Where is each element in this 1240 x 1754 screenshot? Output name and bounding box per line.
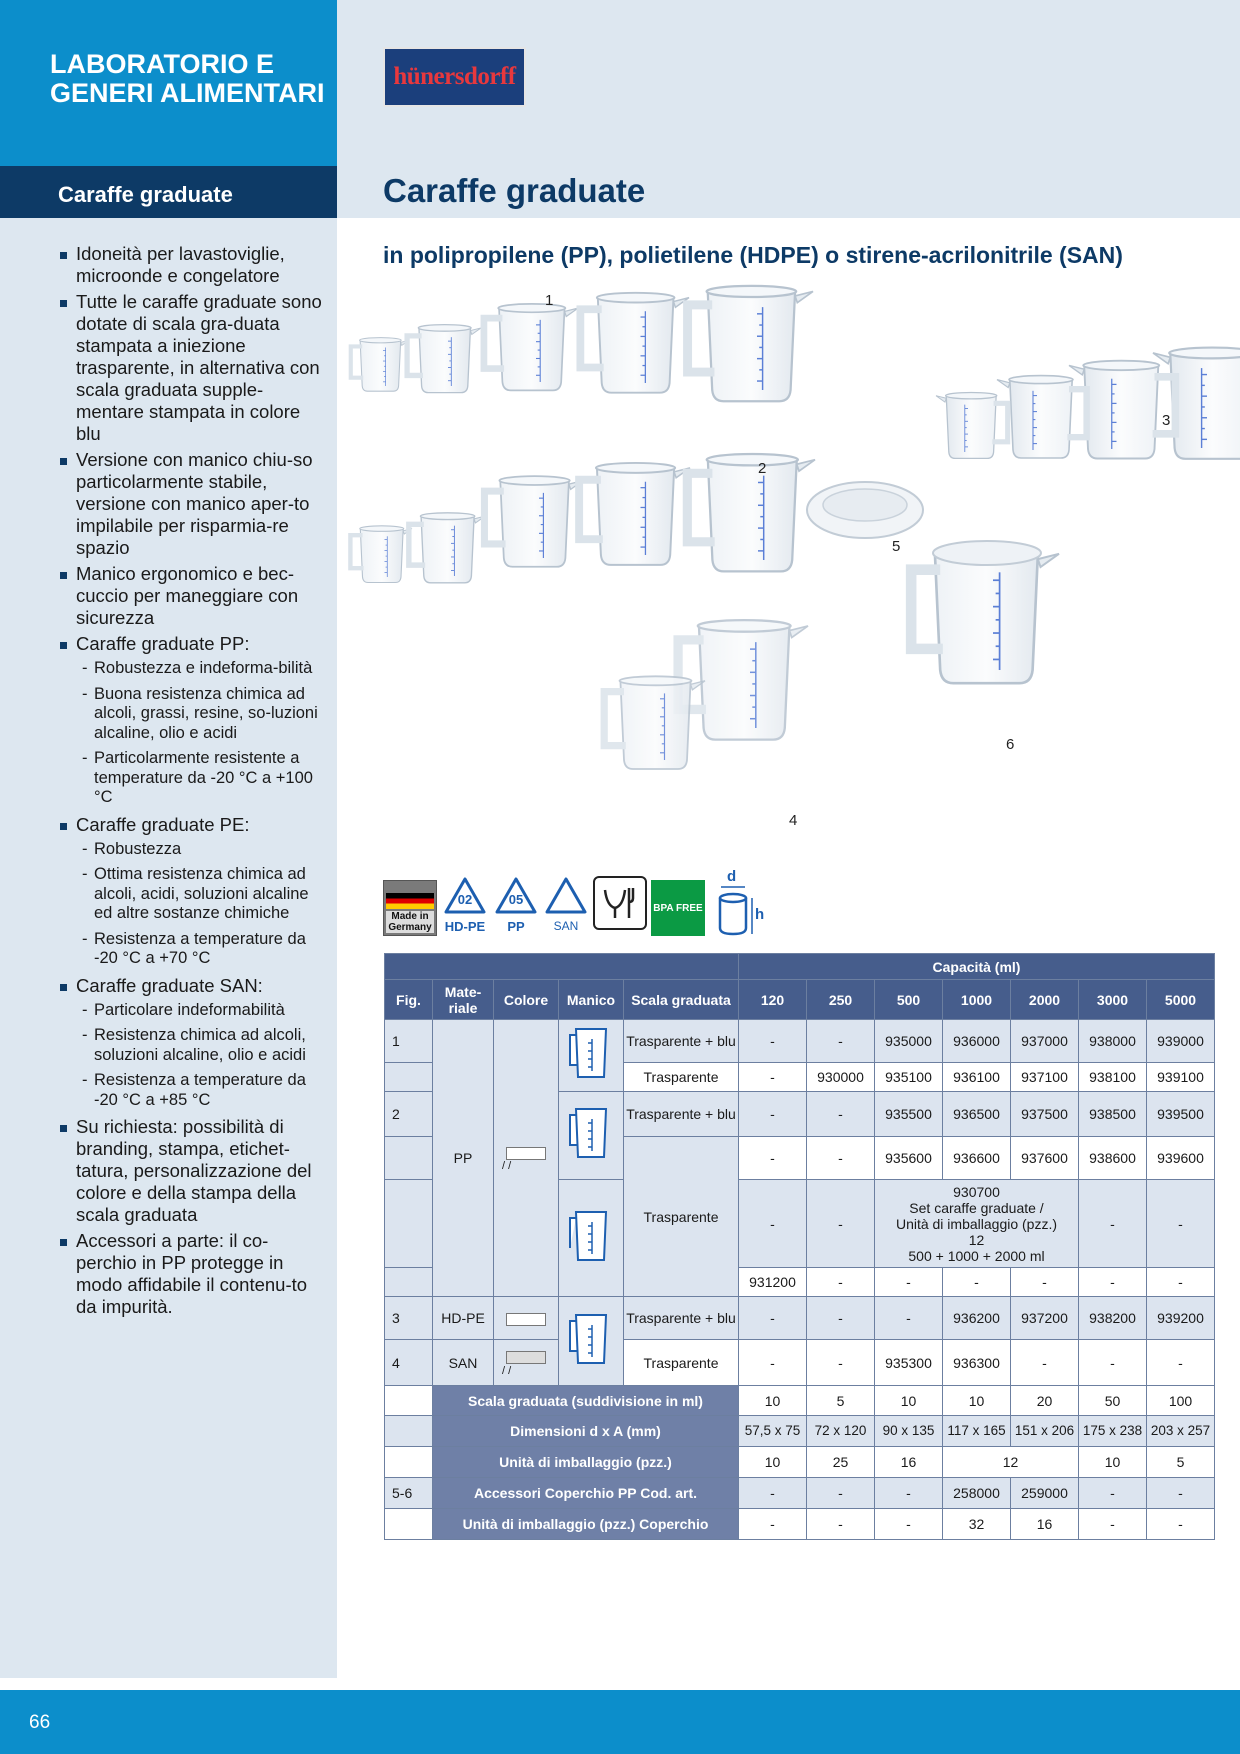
row-label: Unità di imballaggio (pzz.) — [433, 1447, 739, 1478]
value-cell: 10 — [875, 1386, 943, 1416]
table-capacity-row — [385, 954, 1215, 980]
value-cell: 50 — [1079, 1386, 1147, 1416]
feature-item: Su richiesta: possibilità di branding, stampa, etichet-tatura, personalizzazione del colore e della stampa della scala graduata — [58, 1116, 326, 1226]
value-cell: 10 — [1079, 1447, 1147, 1478]
san-label: SAN — [553, 919, 579, 933]
value-cell: 258000 — [943, 1478, 1011, 1509]
feature-list — [58, 243, 326, 1322]
fig-cell — [385, 1447, 433, 1478]
table-row — [385, 1020, 1215, 1063]
value-cell: 938100 — [1079, 1063, 1147, 1092]
value-cell: - — [1147, 1478, 1215, 1509]
footer-bar — [0, 1690, 1240, 1754]
fig-cell — [385, 1509, 433, 1540]
scale-cell: Trasparente + blu — [624, 1092, 739, 1137]
col-header: 500 — [875, 980, 943, 1020]
set-cell: 930700 Set caraffe graduate / Unità di imballaggio (pzz.) 12 500 + 1000 + 2000 ml — [875, 1180, 1079, 1268]
feature-item: Idoneità per lavastoviglie, microonde e congelatore — [58, 243, 326, 287]
sidebar-section-title: Caraffe graduate — [58, 182, 233, 207]
feature-subitem: - Particolarmente resistente a temperature da -20 °C a +100 °C — [58, 749, 326, 808]
value-cell: 5 — [807, 1386, 875, 1416]
color-cell — [494, 1297, 559, 1340]
value-cell: 938600 — [1079, 1137, 1147, 1180]
fig-cell: 4 — [385, 1340, 433, 1386]
material-cell: SAN — [433, 1340, 494, 1386]
recycle-san-icon — [544, 876, 588, 933]
value-cell: 935100 — [875, 1063, 943, 1092]
color-swatch — [506, 1313, 546, 1326]
value-cell: 939200 — [1147, 1297, 1215, 1340]
fig-cell — [385, 1063, 433, 1092]
value-cell: - — [739, 1509, 807, 1540]
figure-label-6: 6 — [1006, 736, 1015, 753]
value-cell: 936500 — [943, 1092, 1011, 1137]
row-label: Unità di imballaggio (pzz.) Coperchio — [433, 1509, 739, 1540]
value-cell: 931200 — [739, 1268, 807, 1297]
value-cell: 938500 — [1079, 1092, 1147, 1137]
value-cell: 935500 — [875, 1092, 943, 1137]
col-header: Colore — [494, 980, 559, 1020]
figure-label-3: 3 — [1162, 412, 1171, 429]
table-row — [385, 1447, 1215, 1478]
feature-item: Caraffe graduate SAN: — [58, 975, 326, 997]
value-cell: - — [875, 1478, 943, 1509]
value-cell: 32 — [943, 1509, 1011, 1540]
row-label: Scala graduata (suddivisione in ml) — [433, 1386, 739, 1416]
value-cell: - — [1079, 1340, 1147, 1386]
material-cell: HD-PE — [433, 1297, 494, 1340]
feature-subitem: - Robustezza e indeforma-bilità — [58, 659, 326, 679]
value-cell: 936300 — [943, 1340, 1011, 1386]
brand-logo — [383, 47, 526, 107]
pp-code: 05 — [508, 892, 524, 907]
value-cell: - — [1011, 1340, 1079, 1386]
table-row — [385, 1478, 1215, 1509]
value-cell: 937600 — [1011, 1137, 1079, 1180]
pp-label: PP — [507, 919, 525, 934]
value-cell: - — [875, 1509, 943, 1540]
product-table — [384, 953, 1215, 1540]
scale-cell: Trasparente — [624, 1063, 739, 1092]
value-cell: 57,5 x 75 — [739, 1416, 807, 1447]
feature-item: Manico ergonomico e bec-cuccio per maneggiare con sicurezza — [58, 563, 326, 629]
value-cell: 939100 — [1147, 1063, 1215, 1092]
scale-cell: Trasparente — [624, 1340, 739, 1386]
color-swatch — [506, 1351, 546, 1364]
value-cell: 12 — [943, 1447, 1079, 1478]
value-cell: 935300 — [875, 1340, 943, 1386]
value-cell: 25 — [807, 1447, 875, 1478]
value-cell: 939000 — [1147, 1020, 1215, 1063]
value-cell: - — [1079, 1268, 1147, 1297]
dim-h-label: h — [755, 906, 765, 923]
value-cell: 939600 — [1147, 1137, 1215, 1180]
table-row — [385, 1509, 1215, 1540]
col-header: 3000 — [1079, 980, 1147, 1020]
value-cell: 16 — [875, 1447, 943, 1478]
feature-subitem: - Robustezza — [58, 840, 326, 860]
value-cell: - — [807, 1020, 875, 1063]
value-cell: - — [739, 1478, 807, 1509]
value-cell: - — [739, 1137, 807, 1180]
fig-cell: 2 — [385, 1092, 433, 1137]
row-label: Dimensioni d x A (mm) — [433, 1416, 739, 1447]
food-safe-icon — [593, 876, 647, 930]
value-cell: - — [739, 1063, 807, 1092]
figure-label-2: 2 — [758, 460, 767, 477]
scale-cell: Trasparente — [624, 1137, 739, 1297]
fig-cell: 3 — [385, 1297, 433, 1340]
value-cell: 937100 — [1011, 1063, 1079, 1092]
value-cell: - — [1011, 1268, 1079, 1297]
value-cell: 935600 — [875, 1137, 943, 1180]
value-cell: 10 — [739, 1447, 807, 1478]
feature-subitem: - Resistenza a temperature da -20 °C a +70 °C — [58, 930, 326, 969]
feature-subitem: - Particolare indeformabilità — [58, 1001, 326, 1021]
value-cell: 938000 — [1079, 1020, 1147, 1063]
value-cell: - — [875, 1297, 943, 1340]
value-cell: - — [739, 1092, 807, 1137]
value-cell: 10 — [943, 1386, 1011, 1416]
value-cell: - — [739, 1020, 807, 1063]
sidebar-title: LABORATORIO E GENERI ALIMENTARI — [50, 49, 325, 108]
value-cell: - — [1147, 1180, 1215, 1268]
value-cell: - — [807, 1137, 875, 1180]
col-header: 120 — [739, 980, 807, 1020]
dim-d-label: d — [727, 868, 737, 885]
value-cell: 20 — [1011, 1386, 1079, 1416]
value-cell: - — [807, 1180, 875, 1268]
value-cell: 937200 — [1011, 1297, 1079, 1340]
handle-closed-icon — [559, 1020, 624, 1092]
color-cell — [494, 1020, 559, 1297]
handle-open-icon — [559, 1180, 624, 1297]
hdpe-code: 02 — [457, 892, 473, 907]
page-title: Caraffe graduate — [383, 172, 646, 209]
value-cell: 10 — [739, 1386, 807, 1416]
brand-name: hünersdorff — [393, 63, 516, 90]
capacity-header: Capacità (ml) — [739, 954, 1215, 980]
fig-cell: 5-6 — [385, 1478, 433, 1509]
feature-subitem: - Ottima resistenza chimica ad alcoli, acidi, soluzioni alcaline ed altre sostanze chimiche — [58, 865, 326, 924]
made-in-germany-icon — [383, 880, 437, 936]
col-header: 250 — [807, 980, 875, 1020]
value-cell: - — [875, 1268, 943, 1297]
table-header-row — [385, 980, 1215, 1020]
feature-item: Caraffe graduate PP: — [58, 633, 326, 655]
product-photos — [337, 270, 1240, 850]
value-cell: - — [807, 1297, 875, 1340]
value-cell: - — [807, 1478, 875, 1509]
value-cell: 151 x 206 — [1011, 1416, 1079, 1447]
feature-subitem: - Resistenza chimica ad alcoli, soluzioni alcaline, olio e acidi — [58, 1026, 326, 1065]
feature-item: Versione con manico chiu-so particolarmente stabile, versione con manico aper-to impilabile per risparmia-re spazio — [58, 449, 326, 559]
bpa-free-label: BPA FREE — [653, 902, 703, 914]
page-number: 66 — [29, 1712, 51, 1733]
value-cell: 937000 — [1011, 1020, 1079, 1063]
figure-label-1: 1 — [545, 292, 554, 309]
feature-subitem: - Resistenza a temperature da -20 °C a +85 °C — [58, 1071, 326, 1110]
value-cell: 5 — [1147, 1447, 1215, 1478]
handle-closed-icon — [559, 1092, 624, 1180]
value-cell: - — [1147, 1340, 1215, 1386]
value-cell: - — [807, 1340, 875, 1386]
feature-item: Caraffe graduate PE: — [58, 814, 326, 836]
page-subtitle: in polipropilene (PP), polietilene (HDPE) o stirene-acrilonitrile (SAN) — [383, 242, 1123, 268]
value-cell: 117 x 165 — [943, 1416, 1011, 1447]
value-cell: - — [1079, 1478, 1147, 1509]
value-cell: 930000 — [807, 1063, 875, 1092]
fig-cell — [385, 1416, 433, 1447]
scale-cell: Trasparente + blu — [624, 1020, 739, 1063]
recycle-hdpe-icon — [443, 876, 487, 934]
fig-cell — [385, 1386, 433, 1416]
value-cell: 90 x 135 — [875, 1416, 943, 1447]
table-row — [385, 1386, 1215, 1416]
value-cell: - — [739, 1180, 807, 1268]
fig-cell — [385, 1268, 433, 1297]
value-cell: - — [1147, 1268, 1215, 1297]
value-cell: - — [739, 1340, 807, 1386]
value-cell: 936600 — [943, 1137, 1011, 1180]
figure-label-4: 4 — [789, 812, 798, 829]
value-cell: 936100 — [943, 1063, 1011, 1092]
value-cell: 939500 — [1147, 1092, 1215, 1137]
value-cell: - — [1079, 1180, 1147, 1268]
feature-subitem: - Buona resistenza chimica ad alcoli, grassi, resine, so-luzioni alcaline, olio e acidi — [58, 685, 326, 744]
col-header: 2000 — [1011, 980, 1079, 1020]
value-cell: - — [807, 1092, 875, 1137]
made-in-label: Made in Germany — [386, 911, 434, 933]
value-cell: 936200 — [943, 1297, 1011, 1340]
col-header: Manico — [559, 980, 624, 1020]
bpa-free-icon — [651, 880, 705, 936]
col-header: Scala graduata — [624, 980, 739, 1020]
value-cell: - — [739, 1297, 807, 1340]
material-cell: PP — [433, 1020, 494, 1297]
feature-item: Tutte le caraffe graduate sono dotate di scala gra-duata stampata a iniezione trasparente, in alternativa con scala graduata supple-mentare stampata in colore blu — [58, 291, 326, 445]
color-mark: / / — [502, 1364, 512, 1377]
fig-cell — [385, 1137, 433, 1180]
hdpe-label: HD-PE — [444, 919, 486, 934]
value-cell: - — [943, 1268, 1011, 1297]
value-cell: 937500 — [1011, 1092, 1079, 1137]
fig-cell — [385, 1180, 433, 1268]
col-header: Mate-riale — [433, 980, 494, 1020]
value-cell: 936000 — [943, 1020, 1011, 1063]
value-cell: 203 x 257 — [1147, 1416, 1215, 1447]
color-cell — [494, 1340, 559, 1386]
recycle-pp-icon — [494, 876, 538, 934]
value-cell: 259000 — [1011, 1478, 1079, 1509]
handle-closed-icon — [559, 1297, 624, 1386]
table-row — [385, 1416, 1215, 1447]
value-cell: 175 x 238 — [1079, 1416, 1147, 1447]
table-row — [385, 1297, 1215, 1340]
value-cell: 938200 — [1079, 1297, 1147, 1340]
value-cell: 72 x 120 — [807, 1416, 875, 1447]
table-row — [385, 1340, 1215, 1386]
col-header: 1000 — [943, 980, 1011, 1020]
value-cell: - — [1147, 1509, 1215, 1540]
feature-item: Accessori a parte: il co-perchio in PP protegge in modo affidabile il contenu-to da impurità. — [58, 1230, 326, 1318]
value-cell: - — [1079, 1509, 1147, 1540]
value-cell: - — [807, 1268, 875, 1297]
figure-label-5: 5 — [892, 538, 901, 555]
dimension-icon — [713, 868, 767, 938]
color-mark: / / — [502, 1160, 512, 1172]
value-cell: 100 — [1147, 1386, 1215, 1416]
color-swatch — [506, 1147, 546, 1160]
col-header: Fig. — [385, 980, 433, 1020]
col-header: 5000 — [1147, 980, 1215, 1020]
value-cell: 16 — [1011, 1509, 1079, 1540]
fig-cell: 1 — [385, 1020, 433, 1063]
value-cell: 935000 — [875, 1020, 943, 1063]
value-cell: - — [807, 1509, 875, 1540]
scale-cell: Trasparente + blu — [624, 1297, 739, 1340]
row-label: Accessori Coperchio PP Cod. art. — [433, 1478, 739, 1509]
